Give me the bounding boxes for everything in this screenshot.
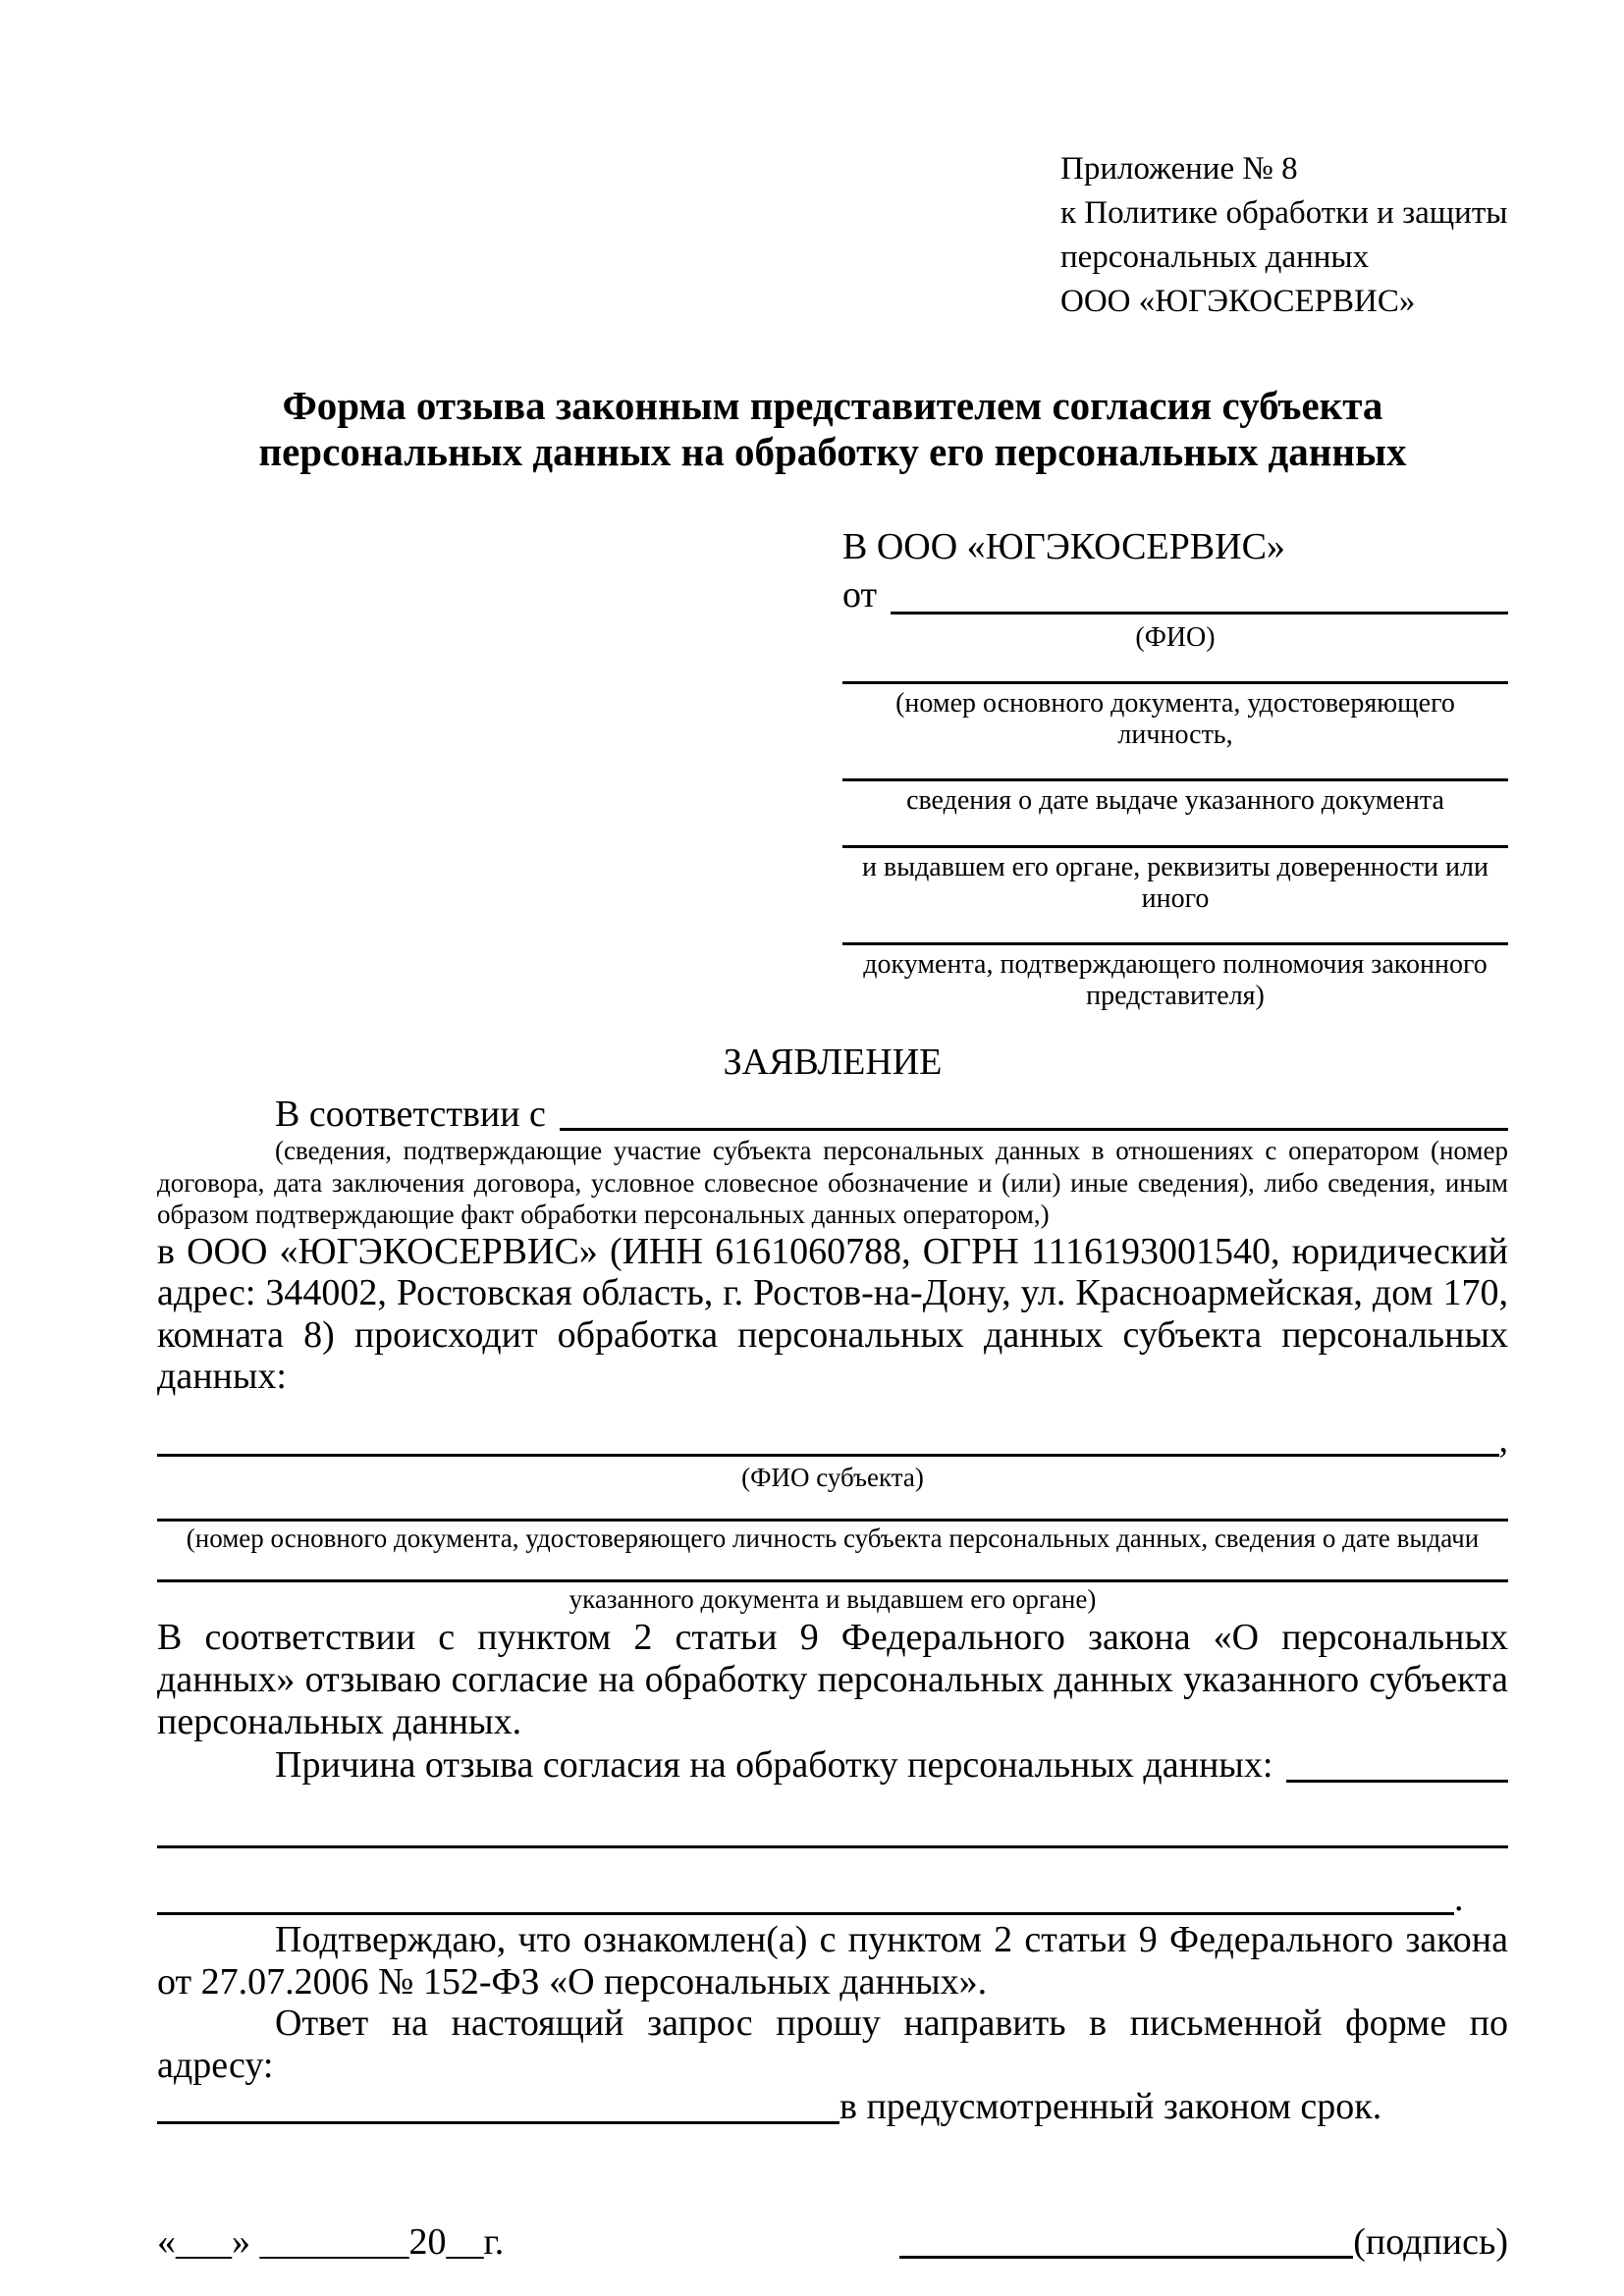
doc-caption: и выдавшем его органе, реквизиты доверенности или иного [862,851,1489,914]
doc-field-row [842,778,1508,817]
basis-blank-line[interactable] [560,1098,1508,1131]
doc-caption: документа, подтверждающего полномочия законного представителя) [863,948,1488,1012]
basis-fine-print: (сведения, подтверждающие участие субъекта персональных данных в отношениях с оператором (номер договора, дата заключения договора, условное словесное обозначение и (или) иные сведения), либо сведения, иным образом подтверждающие факт обработки персональных данных оператором,) [157,1136,1508,1230]
doc-field-row [842,942,1508,1012]
appendix-header-block [1060,147,1508,324]
subject-fio-caption: (ФИО субъекта) [741,1463,924,1493]
reason-continuation-blank-line[interactable] [157,1883,1454,1915]
subject-doc-caption: указанного документа и выдавшем его органе) [568,1584,1097,1615]
from-label: от [842,574,878,616]
signature-block [899,2221,1508,2264]
addressee-company: В ООО «ЮГЭКОСЕРВИС» [842,525,1285,567]
withdraw-paragraph: В соответствии с пунктом 2 статьи 9 Федерального закона «О персональных данных» отзываю согласие на обработку персональных данных указанного субъекта персональных данных. [157,1617,1508,1742]
appendix-header-line: к Политике обработки и защиты [1060,194,1508,231]
reason-prefix: Причина отзыва согласия на обработку персональных данных: [275,1744,1273,1787]
blank-line-period: . [1453,1877,1464,1919]
subject-doc-blank-line[interactable] [157,1519,1508,1522]
document-title: Форма отзыва законным представителем согласия субъекта персональных данных на обработку его персональных данных [258,382,1407,475]
addressee-block [842,525,1508,1013]
signature-blank-line[interactable] [899,2226,1353,2259]
signature-caption: (подпись) [1353,2220,1508,2263]
doc-blank-line[interactable] [842,778,1508,781]
subject-fio-row [157,1419,1508,1462]
doc-blank-line[interactable] [842,681,1508,684]
subject-doc-row [157,1519,1508,1554]
reply-paragraph-prefix: Ответ на настоящий запрос прошу направить в письменной форме по адресу: [157,2002,1508,2086]
subject-doc-blank-line[interactable] [157,1579,1508,1582]
doc-blank-line[interactable] [842,845,1508,848]
doc-field-row [842,845,1508,915]
appendix-header-line: персональных данных [1060,239,1370,275]
confirm-paragraph: Подтверждаю, что ознакомлен(а) с пунктом 2 статьи 9 Федерального закона от 27.07.2006 № 152-ФЗ «О персональных данных». [157,1919,1508,2002]
fio-caption: (ФИО) [1135,621,1216,653]
fio-blank-line[interactable] [891,582,1508,614]
appendix-header-line: ООО «ЮГЭКОСЕРВИС» [1060,283,1416,319]
doc-field-row [842,681,1508,751]
subject-doc-row [157,1579,1508,1615]
intro-prefix: В соответствии с [275,1093,546,1135]
intro-row [157,1094,1508,1136]
subject-fio-blank-line[interactable] [157,1424,1499,1457]
reason-row [157,1744,1508,1787]
reason-blank-line[interactable] [1286,1750,1508,1783]
from-row [842,573,1508,618]
doc-caption: (номер основного документа, удостоверяющего личность, [895,687,1455,751]
subject-fio-line-suffix: , [1498,1418,1508,1461]
reply-paragraph-suffix: в предусмотренный законом срок. [839,2086,1382,2128]
statement-heading: ЗАЯВЛЕНИЕ [723,1041,943,1084]
date-signature-row [157,2221,1508,2264]
date-line: «___» ________20__г. [157,2220,505,2263]
reply-address-blank-line[interactable] [157,2092,839,2124]
subject-doc-caption: (номер основного документа, удостоверяющего личность субъекта персональных данных, сведения о дате выдачи [186,1523,1480,1554]
doc-caption: сведения о дате выдаче указанного документа [906,785,1444,817]
reply-address-row [157,2086,1508,2128]
reason-continuation-row [157,1878,1508,1920]
reason-continuation-blank-line[interactable] [157,1845,1508,1848]
appendix-header-line: Приложение № 8 [1060,151,1298,187]
operator-paragraph: в ООО «ЮГЭКОСЕРВИС» (ИНН 6161060788, ОГРН 1116193001540, юридический адрес: 344002, Ростовская область, г. Ростов-на-Дону, ул. Красноармейская, дом 170, комната 8) происходит обработка персональных данных субъекта персональных данных: [157,1230,1508,1398]
doc-blank-line[interactable] [842,942,1508,945]
